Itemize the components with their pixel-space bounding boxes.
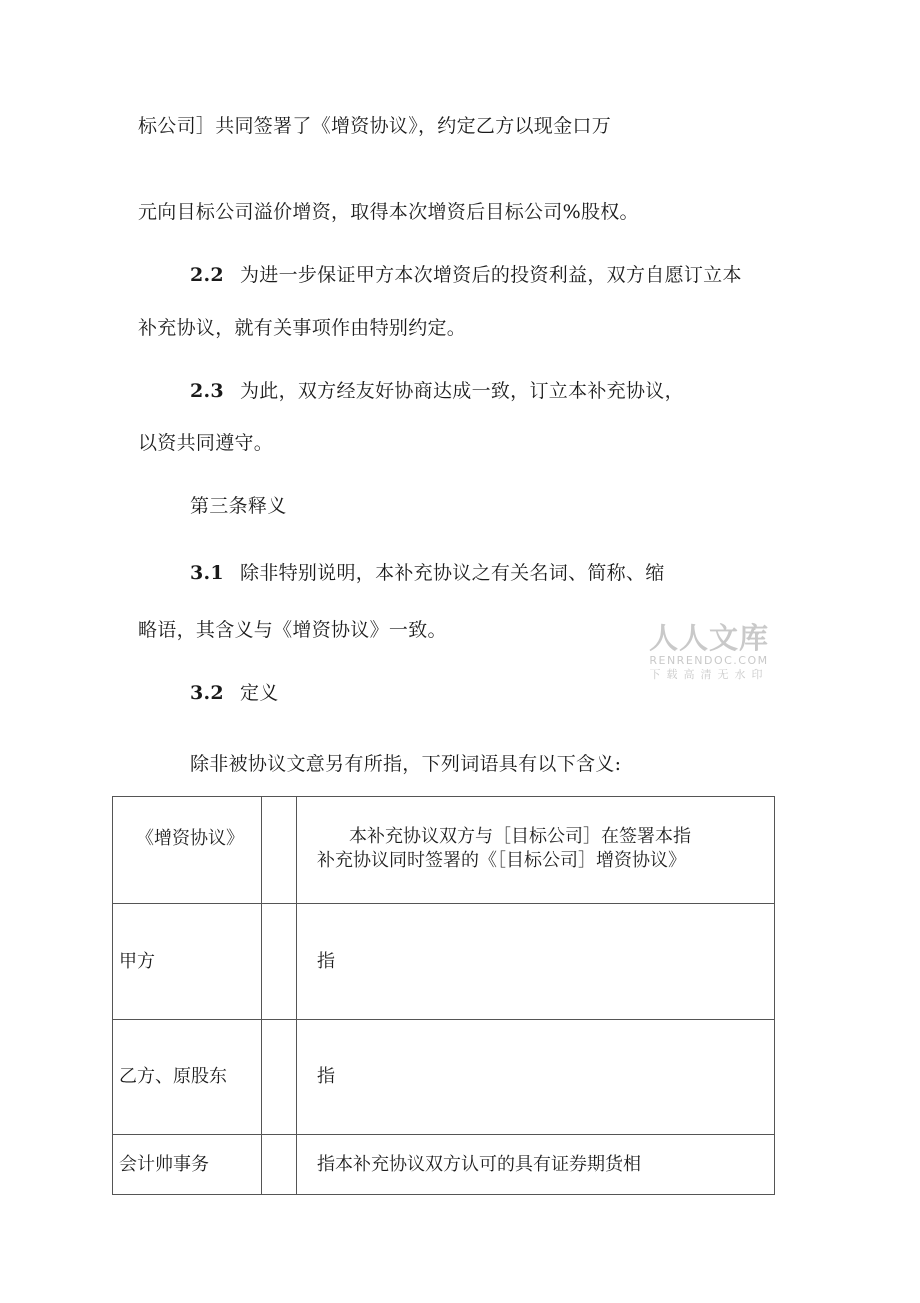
definition-cell: 指本补充协议双方认可的具有证券期货相 — [297, 1135, 775, 1195]
paragraph-line: 元向目标公司溢价增资，取得本次增资后目标公司%股权。 — [138, 201, 639, 223]
watermark-title: 人人文库 — [648, 621, 769, 655]
definitions-intro: 除非被协议文意另有所指，下列词语具有以下含义: — [190, 753, 622, 775]
empty-cell — [262, 1135, 297, 1195]
empty-cell — [262, 904, 297, 1020]
clause-number: 3.1 — [190, 562, 224, 584]
term-cell: 甲方 — [113, 904, 262, 1020]
definition-cell: 指 — [297, 1020, 775, 1135]
definition-cell — [297, 797, 775, 904]
clause-text: 为此，双方经友好协商达成一致，订立本补充协议， — [239, 380, 684, 402]
paragraph-line: 标公司］共同签署了《增资协议》，约定乙方以现金口万 — [138, 115, 612, 137]
definition-line: 本补充协议双方与［目标公司］在签署本指 — [349, 826, 691, 847]
clause-text: 为进一步保证甲方本次增资后的投资利益，双方自愿订立本 — [239, 264, 742, 286]
clause-text: 定义 — [239, 682, 279, 704]
empty-cell — [262, 797, 297, 904]
table-row — [113, 1135, 775, 1195]
watermark-site: RENRENDOC.COM — [649, 654, 769, 667]
table-row — [113, 904, 775, 1020]
table-row — [113, 1020, 775, 1135]
paragraph-line: 补充协议，就有关事项作由特别约定。 — [138, 317, 467, 339]
article-title: 第三条释义 — [190, 495, 287, 517]
clause-3-1 — [190, 561, 665, 585]
term-cell: 乙方、原股东 — [113, 1020, 262, 1135]
paragraph-line: 以资共同遵守。 — [138, 432, 274, 454]
term-cell: 会计帅事务 — [113, 1135, 262, 1195]
clause-number: 2.2 — [190, 264, 224, 286]
definition-line: 补充协议同时签署的《［目标公司］增资协议》 — [317, 850, 686, 871]
definitions-table — [112, 796, 775, 1195]
clause-number: 2.3 — [190, 380, 224, 402]
paragraph-line: 略语，其含义与《增资协议》一致。 — [138, 619, 447, 641]
clause-2-2 — [190, 263, 742, 287]
table-row — [113, 797, 775, 904]
term-cell: 《增资协议》 — [113, 797, 262, 904]
watermark — [646, 622, 772, 682]
definition-cell: 指 — [297, 904, 775, 1020]
watermark-tagline: 下载高清无水印 — [649, 668, 769, 681]
clause-3-2 — [190, 681, 279, 705]
empty-cell — [262, 1020, 297, 1135]
clause-number: 3.2 — [190, 682, 224, 704]
clause-2-3 — [190, 379, 684, 403]
clause-text: 除非特别说明，本补充协议之有关名词、简称、缩 — [239, 562, 665, 584]
